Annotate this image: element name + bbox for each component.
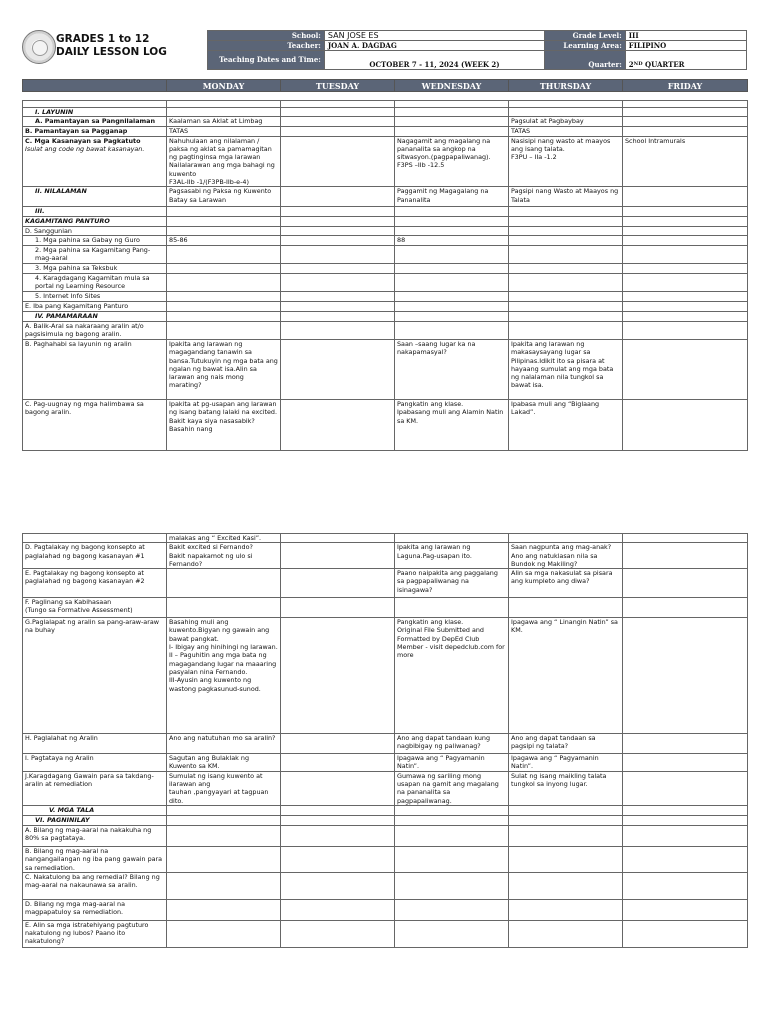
friday-cell: [623, 618, 748, 734]
friday-cell: [623, 399, 748, 450]
monday-cell: Pagsasabi ng Paksa ng Kuwento Batay sa Larawan: [167, 187, 281, 207]
friday-cell: [623, 263, 748, 273]
table-row: [23, 569, 748, 598]
tuesday-cell: [281, 899, 395, 920]
thursday-cell: [509, 805, 623, 815]
monday-cell: [167, 598, 281, 618]
monday-cell: [167, 226, 281, 235]
wednesday-cell: Ano ang dapat tandaan kung nagbibigay ng paliwanag?: [395, 734, 509, 754]
table-row: [23, 846, 748, 872]
friday-cell: [623, 207, 748, 216]
table-row: [23, 187, 748, 207]
thursday-cell: [509, 598, 623, 618]
friday-cell: [623, 754, 748, 772]
row-label: VI. PAGNINILAY: [23, 815, 167, 825]
thursday-cell: Nasisipi nang wasto at maayos ang isang talata. F3PU – IIa -1.2: [509, 136, 623, 187]
table-row: [23, 339, 748, 399]
dll-header: [22, 30, 747, 74]
thursday-cell: [509, 291, 623, 301]
thursday-cell: [509, 899, 623, 920]
wednesday-cell: [395, 273, 509, 291]
thursday-cell: Saan nagpunta ang mag-anak? Ano ang natuklasan nila sa Bundok ng Makiling?: [509, 543, 623, 569]
tuesday-cell: [281, 108, 395, 117]
tuesday-cell: [281, 825, 395, 846]
thursday-cell: [509, 108, 623, 117]
monday-cell: Ipakita ang larawan ng magagandang tanawin sa bansa.Tutukuyin ng mga bata ang ngalan ng bawat isa.Alin sa larawan ang nais mong marating?: [167, 339, 281, 399]
table-row: [23, 136, 748, 187]
table-row: [23, 920, 748, 947]
dates-label: Teaching Dates and Time:: [208, 51, 325, 70]
tuesday-cell: [281, 815, 395, 825]
row-label: KAGAMITANG PANTURO: [23, 216, 167, 226]
wednesday-cell: 88: [395, 235, 509, 245]
monday-cell: Sagutan ang Bulaklak ng Kuwento sa KM.: [167, 754, 281, 772]
thursday-cell: [509, 216, 623, 226]
monday-cell: Basahing muli ang kuwento.Bigyan ng gawain ang bawat pangkat. I- Ibigay ang hinihingi ng larawan. II – Paguhitin ang mga bata ng magagandang lugar na maaaring pasyalan nina Fernando. III-Ayusin ang kuwento ng wastong pagkasunud-sunod.: [167, 618, 281, 734]
friday-cell: [623, 825, 748, 846]
friday-cell: [623, 543, 748, 569]
tuesday-cell: [281, 598, 395, 618]
thursday-cell: [509, 920, 623, 947]
friday-cell: [623, 920, 748, 947]
wednesday-cell: Pangkatin ang klase. Ipabasang muli ang Alamin Natin sa KM.: [395, 399, 509, 450]
table-row: [23, 235, 748, 245]
row-label: H. Paglalahat ng Aralin: [23, 734, 167, 754]
thursday-cell: Ipagawa ang “ Pagyamanin Natin”.: [509, 754, 623, 772]
thursday-cell: Ipabasa muli ang “Biglaang Lakad”.: [509, 399, 623, 450]
thursday-cell: [509, 301, 623, 311]
thursday-cell: Ano ang dapat tandaan sa pagsipi ng talata?: [509, 734, 623, 754]
teacher-value: JOAN A. DAGDAG: [324, 41, 544, 51]
friday-cell: [623, 734, 748, 754]
friday-cell: [623, 126, 748, 136]
dll-table-page2: [22, 533, 748, 948]
wednesday-cell: [395, 534, 509, 543]
tuesday-cell: [281, 569, 395, 598]
monday-cell: [167, 872, 281, 899]
row-label-sub: Isulat ang code ng bawat kasanayan.: [25, 144, 145, 153]
tuesday-cell: [281, 339, 395, 399]
spacer-cell: [281, 101, 395, 108]
wednesday-cell: [395, 311, 509, 321]
tuesday-cell: [281, 207, 395, 216]
monday-cell: [167, 245, 281, 263]
row-label: B. Pamantayan sa Pagganap: [23, 126, 167, 136]
row-label: V. MGA TALA: [23, 805, 167, 815]
table-row: [23, 815, 748, 825]
teacher-label: Teacher:: [208, 41, 325, 51]
row-label: 4. Karagdagang Kagamitan mula sa portal ng Learning Resource: [23, 273, 167, 291]
thursday-cell: [509, 273, 623, 291]
tuesday-cell: [281, 245, 395, 263]
row-label: G.Paglalapat ng aralin sa pang-araw-araw na buhay: [23, 618, 167, 734]
table-row: [23, 734, 748, 754]
monday-cell: [167, 846, 281, 872]
row-label: I. Pagtataya ng Aralin: [23, 754, 167, 772]
tuesday-cell: [281, 126, 395, 136]
table-row: [23, 226, 748, 235]
table-row: [23, 321, 748, 339]
row-label: D. Sanggunian: [23, 226, 167, 235]
monday-cell: [167, 899, 281, 920]
school-label: School:: [208, 31, 325, 41]
row-label: III.: [23, 207, 167, 216]
thursday-cell: Ipakita ang larawan ng makasaysayang lugar sa Pilipinas.Idikit ito sa pisara at hayaang sumulat ang mga bata ng nalalaman nila tungkol sa bawat isa.: [509, 339, 623, 399]
row-label: B. Paghahabi sa layunin ng aralin: [23, 339, 167, 399]
day-friday: FRIDAY: [623, 80, 748, 92]
wednesday-cell: [395, 226, 509, 235]
friday-cell: [623, 771, 748, 805]
wednesday-cell: [395, 598, 509, 618]
tuesday-cell: [281, 273, 395, 291]
table-row: [23, 126, 748, 136]
friday-cell: School Intramurals: [623, 136, 748, 187]
thursday-cell: [509, 235, 623, 245]
wednesday-cell: Ipagawa ang “ Pagyamanin Natin”.: [395, 754, 509, 772]
table-row: [23, 825, 748, 846]
day-tuesday: TUESDAY: [281, 80, 395, 92]
spacer-cell: [509, 101, 623, 108]
monday-cell: 85-86: [167, 235, 281, 245]
tuesday-cell: [281, 846, 395, 872]
table-row: [23, 263, 748, 273]
info-table: [207, 30, 747, 70]
monday-cell: Ipakita at pg-usapan ang larawan ng isang batang lalaki na excited. Bakit kaya siya nasasabik? Basahin nang: [167, 399, 281, 450]
tuesday-cell: [281, 117, 395, 126]
dll-table-page1: [22, 100, 748, 451]
days-blank: [23, 80, 167, 92]
tuesday-cell: [281, 301, 395, 311]
wednesday-cell: [395, 207, 509, 216]
friday-cell: [623, 108, 748, 117]
friday-cell: [623, 598, 748, 618]
table-row: [23, 311, 748, 321]
tuesday-cell: [281, 399, 395, 450]
table-row: [23, 598, 748, 618]
row-label-main: C. Mga Kasanayan sa Pagkatuto: [25, 136, 141, 145]
wednesday-cell: [395, 321, 509, 339]
thursday-cell: [509, 226, 623, 235]
thursday-cell: [509, 245, 623, 263]
table-row: [23, 108, 748, 117]
friday-cell: [623, 569, 748, 598]
dates-value: OCTOBER 7 - 11, 2024 (WEEK 2): [324, 51, 544, 70]
monday-cell: [167, 273, 281, 291]
spacer-cell: [23, 101, 167, 108]
tuesday-cell: [281, 235, 395, 245]
friday-cell: [623, 872, 748, 899]
table-row: [23, 543, 748, 569]
row-label: 5. Internet Info Sites: [23, 291, 167, 301]
thursday-cell: [509, 311, 623, 321]
table-row: [23, 754, 748, 772]
friday-cell: [623, 273, 748, 291]
monday-cell: [167, 825, 281, 846]
thursday-cell: [509, 872, 623, 899]
friday-cell: [623, 321, 748, 339]
thursday-cell: Pagsulat at Pagbaybay: [509, 117, 623, 126]
table-row: [23, 291, 748, 301]
row-label: A. Balik-Aral sa nakaraang aralin at/o pagsisimula ng bagong aralin.: [23, 321, 167, 339]
tuesday-cell: [281, 734, 395, 754]
thursday-cell: [509, 263, 623, 273]
wednesday-cell: Saan –saang lugar ka na nakapamasyal?: [395, 339, 509, 399]
grade-value: III: [625, 31, 746, 41]
monday-cell: [167, 569, 281, 598]
deped-seal-icon: [22, 30, 56, 64]
table-row: [23, 245, 748, 263]
monday-cell: [167, 216, 281, 226]
table-row: [23, 399, 748, 450]
wednesday-cell: Gumawa ng sariling mong usapan na gamit ang magalang na pananalita sa pagpapaliwanag.: [395, 771, 509, 805]
thursday-cell: [509, 534, 623, 543]
row-label: C. Nakatulong ba ang remedial? Bilang ng mag-aaral na nakaunawa sa aralin.: [23, 872, 167, 899]
friday-cell: [623, 311, 748, 321]
table-row: [23, 872, 748, 899]
row-label: [23, 136, 167, 187]
quarter-value: 2ND QUARTER: [625, 51, 746, 70]
monday-cell: [167, 815, 281, 825]
row-label: II. NILALAMAN: [23, 187, 167, 207]
row-label: 2. Mga pahina sa Kagamitang Pang-mag-aaral: [23, 245, 167, 263]
spacer-cell: [623, 101, 748, 108]
row-label: [23, 534, 167, 543]
wednesday-cell: Paggamit ng Magagalang na Pananalita: [395, 187, 509, 207]
wednesday-cell: [395, 815, 509, 825]
friday-cell: [623, 117, 748, 126]
monday-cell: [167, 311, 281, 321]
row-label: 3. Mga pahina sa Teksbuk: [23, 263, 167, 273]
table-row: [23, 771, 748, 805]
wednesday-cell: Nagagamit ang magalang na pananalita sa angkop na sitwasyon.(pagpapaliwanag). F3PS –IIb -12.5: [395, 136, 509, 187]
row-label: D. Bilang ng mga mag-aaral na magpapatuloy sa remediation.: [23, 899, 167, 920]
spacer-cell: [167, 101, 281, 108]
friday-cell: [623, 245, 748, 263]
area-label: Learning Area:: [545, 41, 626, 51]
monday-cell: Sumulat ng isang kuwento at ilarawan ang tauhan ,pangyayari at tagpuan dito.: [167, 771, 281, 805]
wednesday-cell: Paano naipakita ang paggalang sa pagpapaliwanag na isinagawa?: [395, 569, 509, 598]
tuesday-cell: [281, 226, 395, 235]
monday-cell: TATAS: [167, 126, 281, 136]
tuesday-cell: [281, 618, 395, 734]
wednesday-cell: [395, 117, 509, 126]
tuesday-cell: [281, 920, 395, 947]
table-row: [23, 534, 748, 543]
friday-cell: [623, 805, 748, 815]
tuesday-cell: [281, 291, 395, 301]
friday-cell: [623, 216, 748, 226]
row-label: 1. Mga pahina sa Gabay ng Guro: [23, 235, 167, 245]
friday-cell: [623, 815, 748, 825]
table-row: [23, 101, 748, 108]
row-label: I. LAYUNIN: [23, 108, 167, 117]
row-label: E. Pagtalakay ng bagong konsepto at paglalahad ng bagong kasanayan #2: [23, 569, 167, 598]
table-row: [23, 805, 748, 815]
table-row: [23, 899, 748, 920]
row-label: E. Iba pang Kagamitang Panturo: [23, 301, 167, 311]
grade-label: Grade Level:: [545, 31, 626, 41]
wednesday-cell: Pangkatin ang klase. Original File Submitted and Formatted by DepEd Club Member - visit depedclub.com for more: [395, 618, 509, 734]
tuesday-cell: [281, 872, 395, 899]
monday-cell: [167, 207, 281, 216]
row-label: J.Karagdagang Gawain para sa takdang-aralin at remediation: [23, 771, 167, 805]
thursday-cell: Alin sa mga nakasulat sa pisara ang kumpleto ang diwa?: [509, 569, 623, 598]
wednesday-cell: [395, 825, 509, 846]
wednesday-cell: [395, 846, 509, 872]
tuesday-cell: [281, 311, 395, 321]
thursday-cell: [509, 846, 623, 872]
title-line1: GRADES 1 to 12: [56, 33, 150, 45]
wednesday-cell: [395, 301, 509, 311]
thursday-cell: Sulat ng isang maikling talata tungkol sa inyong lugar.: [509, 771, 623, 805]
tuesday-cell: [281, 534, 395, 543]
row-label: A. Bilang ng mag-aaral na nakakuha ng 80% sa pagtataya.: [23, 825, 167, 846]
tuesday-cell: [281, 187, 395, 207]
spacer-cell: [395, 101, 509, 108]
day-wednesday: WEDNESDAY: [395, 80, 509, 92]
row-label: IV. PAMAMARAAN: [23, 311, 167, 321]
row-label: F. Paglinang sa Kabihasaan (Tungo sa Formative Assessment): [23, 598, 167, 618]
tuesday-cell: [281, 263, 395, 273]
table-row: [23, 618, 748, 734]
wednesday-cell: [395, 920, 509, 947]
wednesday-cell: [395, 899, 509, 920]
monday-cell: Bakit excited si Fernando? Bakit napakamot ng ulo si Fernando?: [167, 543, 281, 569]
thursday-cell: [509, 815, 623, 825]
table-row: [23, 216, 748, 226]
row-label: D. Pagtalakay ng bagong konsepto at paglalahad ng bagong kasanayan #1: [23, 543, 167, 569]
wednesday-cell: [395, 805, 509, 815]
thursday-cell: [509, 321, 623, 339]
wednesday-cell: [395, 872, 509, 899]
table-row: [23, 117, 748, 126]
thursday-cell: [509, 207, 623, 216]
friday-cell: [623, 899, 748, 920]
days-header: [22, 79, 748, 92]
friday-cell: [623, 187, 748, 207]
monday-cell: [167, 321, 281, 339]
tuesday-cell: [281, 805, 395, 815]
friday-cell: [623, 534, 748, 543]
table-row: [23, 301, 748, 311]
row-label: A. Pamantayan sa Pangnilalaman: [23, 117, 167, 126]
wednesday-cell: Ipakita ang larawan ng Laguna.Pag-usapan ito.: [395, 543, 509, 569]
friday-cell: [623, 339, 748, 399]
friday-cell: [623, 226, 748, 235]
friday-cell: [623, 846, 748, 872]
friday-cell: [623, 301, 748, 311]
wednesday-cell: [395, 126, 509, 136]
monday-cell: Kaalaman sa Aklat at Limbag: [167, 117, 281, 126]
wednesday-cell: [395, 245, 509, 263]
monday-cell: [167, 108, 281, 117]
day-monday: MONDAY: [167, 80, 281, 92]
monday-cell: [167, 920, 281, 947]
table-row: [23, 273, 748, 291]
monday-cell: [167, 291, 281, 301]
title-line2: DAILY LESSON LOG: [56, 46, 167, 58]
monday-cell: [167, 301, 281, 311]
thursday-cell: Pagsipi nang Wasto at Maayos ng Talata: [509, 187, 623, 207]
dll-title: [56, 33, 167, 59]
wednesday-cell: [395, 108, 509, 117]
monday-cell: Ano ang natutuhan mo sa aralin?: [167, 734, 281, 754]
area-value: FILIPINO: [625, 41, 746, 51]
school-value: SAN JOSE ES: [324, 31, 544, 41]
wednesday-cell: [395, 291, 509, 301]
wednesday-cell: [395, 263, 509, 273]
day-thursday: THURSDAY: [509, 80, 623, 92]
tuesday-cell: [281, 136, 395, 187]
table-row: [23, 207, 748, 216]
thursday-cell: [509, 825, 623, 846]
tuesday-cell: [281, 321, 395, 339]
friday-cell: [623, 291, 748, 301]
row-label: C. Pag-uugnay ng mga halimbawa sa bagong aralin.: [23, 399, 167, 450]
tuesday-cell: [281, 754, 395, 772]
row-label: E. Alin sa mga istratehiyang pagtuturo nakatulong ng lubos? Paano ito nakatulong?: [23, 920, 167, 947]
friday-cell: [623, 235, 748, 245]
tuesday-cell: [281, 771, 395, 805]
monday-cell: malakas ang “ Excited Kasi”.: [167, 534, 281, 543]
quarter-label: Quarter:: [545, 51, 626, 70]
wednesday-cell: [395, 216, 509, 226]
thursday-cell: Ipagawa ang “ Linangin Natin” sa KM.: [509, 618, 623, 734]
tuesday-cell: [281, 543, 395, 569]
tuesday-cell: [281, 216, 395, 226]
row-label: B. Bilang ng mag-aaral na nangangailangan ng iba pang gawain para sa remediation.: [23, 846, 167, 872]
monday-cell: Nahuhulaan ang nilalaman / paksa ng aklat sa pamamagitan ng pagtinginsa mga larawan Nailalarawan ang mga bahagi ng kuwento F3AL-IIb -1/(F3PB-IIb-e-4): [167, 136, 281, 187]
monday-cell: [167, 263, 281, 273]
thursday-cell: TATAS: [509, 126, 623, 136]
monday-cell: [167, 805, 281, 815]
